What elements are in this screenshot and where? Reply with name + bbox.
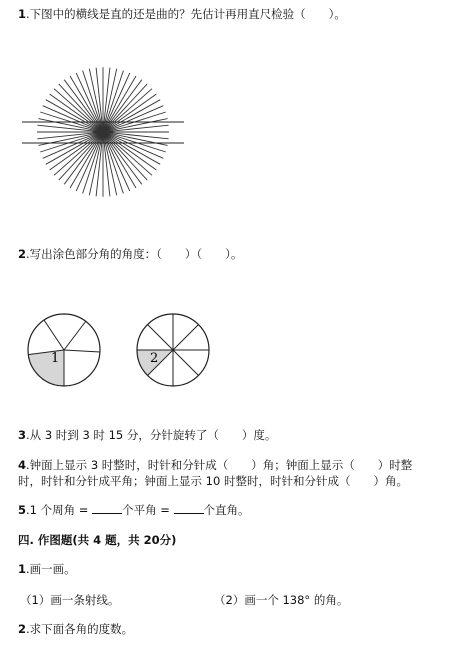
question-4-line-1 <box>18 457 412 473</box>
angle-label: 2 <box>150 351 159 366</box>
question-text: .钟面上显示 3 时整时，时针和分针成（ ）角；钟面上显示（ ）时整 <box>26 458 413 472</box>
question-text: .求下面各角的度数。 <box>26 622 134 636</box>
answer-blank-1[interactable] <box>92 503 122 514</box>
answer-blank-2[interactable] <box>174 503 204 514</box>
question-5 <box>18 502 250 518</box>
question-text-part-1: .1 个周角 = <box>26 503 93 517</box>
question-number: 1 <box>18 562 27 576</box>
question-4-line-2 <box>18 473 408 489</box>
section-heading: 四. 作图题(共 4 题，共 20分) <box>18 533 177 547</box>
circle-diagram-2 <box>133 310 213 390</box>
drawing-question-2 <box>18 621 133 637</box>
question-1 <box>18 6 346 22</box>
question-text: .从 3 时到 3 时 15 分，分针旋转了（ ）度。 <box>26 428 277 442</box>
circle-diagram-1 <box>24 310 104 390</box>
question-text: .写出涂色部分角的角度：（ ）（ ）。 <box>26 247 243 261</box>
question-text: .下图中的横线是直的还是曲的？先估计再用直尺检验（ ）。 <box>26 7 346 21</box>
question-number: 2 <box>18 247 27 261</box>
question-number: 1 <box>18 7 27 21</box>
hering-illusion-figure <box>18 62 188 202</box>
angle-label: 1 <box>51 351 60 366</box>
question-text-part-3: 个直角。 <box>203 503 250 517</box>
question-3 <box>18 427 276 443</box>
question-2 <box>18 246 242 262</box>
drawing-subquestion-a: （1）画一条射线。 <box>20 593 120 607</box>
question-text: .画一画。 <box>26 562 76 576</box>
question-number: 4 <box>18 458 27 472</box>
question-text-continued: 时，时针和分针成平角；钟面上显示 10 时整时，时针和分针成（ ）角。 <box>18 474 408 488</box>
question-number: 5 <box>18 503 27 517</box>
drawing-subquestion-b: （2）画一个 138° 的角。 <box>214 593 349 607</box>
question-number: 2 <box>18 622 27 636</box>
question-number: 3 <box>18 428 27 442</box>
drawing-question-1 <box>18 561 76 577</box>
question-text-part-2: 个平角 = <box>122 503 174 517</box>
